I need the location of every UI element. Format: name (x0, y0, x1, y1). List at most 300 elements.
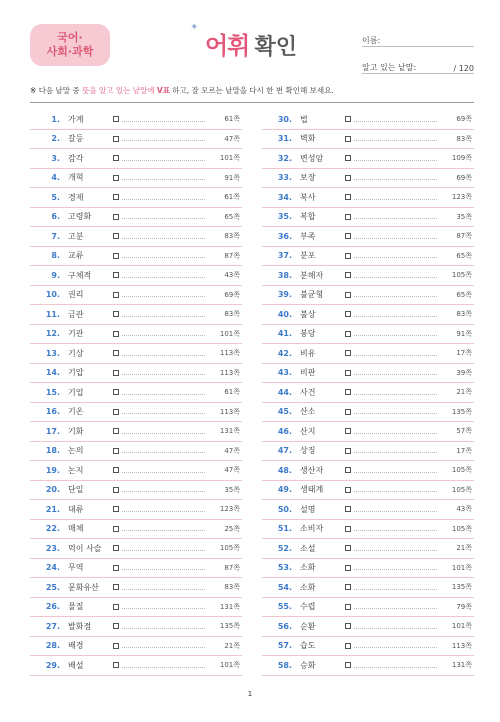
item-word: 승화 (300, 660, 316, 670)
check-box[interactable] (345, 389, 351, 395)
item-word: 논의 (68, 446, 84, 456)
dotted-leader (122, 667, 205, 668)
item-number: 25. (45, 582, 60, 592)
word-column-left (30, 110, 242, 676)
item-word: 배설 (68, 660, 84, 670)
check-box[interactable] (345, 155, 351, 161)
dotted-leader (122, 569, 205, 570)
check-box[interactable] (345, 214, 351, 220)
dotted-leader (122, 589, 205, 590)
item-number: 58. (277, 660, 292, 670)
word-row (30, 286, 242, 306)
dotted-leader (122, 394, 205, 395)
dotted-leader (122, 179, 205, 180)
word-row (262, 149, 474, 169)
item-number: 21. (45, 504, 60, 514)
dotted-leader (122, 199, 205, 200)
item-number: 24. (45, 563, 60, 573)
dotted-leader (122, 218, 205, 219)
check-box[interactable] (345, 370, 351, 376)
item-number: 29. (45, 660, 60, 670)
word-row (262, 325, 474, 345)
check-box[interactable] (113, 175, 119, 181)
check-box[interactable] (113, 623, 119, 629)
dotted-leader (354, 277, 437, 278)
word-row (262, 461, 474, 481)
dotted-leader (122, 413, 205, 414)
check-box[interactable] (345, 467, 351, 473)
item-word: 고분 (68, 231, 84, 241)
item-word: 고령화 (68, 212, 92, 222)
item-page: 21쪽 (456, 388, 472, 397)
dotted-leader (354, 257, 437, 258)
check-box[interactable] (345, 487, 351, 493)
item-word: 보장 (300, 173, 316, 183)
item-page: 65쪽 (456, 251, 472, 260)
item-page: 21쪽 (224, 641, 240, 650)
item-number: 51. (277, 524, 292, 534)
check-box[interactable] (113, 662, 119, 668)
item-number: 42. (277, 348, 292, 358)
check-box[interactable] (113, 409, 119, 415)
item-word: 발화점 (68, 621, 92, 631)
word-row (30, 481, 242, 501)
item-word: 경제 (68, 192, 84, 202)
check-box[interactable] (113, 233, 119, 239)
dotted-leader (354, 472, 437, 473)
title-part-1: 어휘 (205, 32, 250, 60)
item-page: 101쪽 (451, 563, 472, 572)
item-page: 83쪽 (224, 232, 240, 241)
item-word: 부족 (300, 231, 316, 241)
dotted-leader (122, 647, 205, 648)
item-word: 먹이 사슬 (68, 543, 102, 553)
item-page: 135쪽 (219, 622, 240, 631)
top-divider (30, 102, 474, 103)
item-page: 91쪽 (456, 329, 472, 338)
check-box[interactable] (113, 584, 119, 590)
item-page: 131쪽 (451, 661, 472, 670)
item-page: 131쪽 (219, 602, 240, 611)
dotted-leader (122, 121, 205, 122)
instruction (30, 85, 334, 96)
item-page: 113쪽 (451, 641, 472, 650)
dotted-leader (354, 374, 437, 375)
item-page: 39쪽 (456, 368, 472, 377)
item-page: 87쪽 (224, 251, 240, 260)
check-box[interactable] (345, 350, 351, 356)
item-page: 79쪽 (456, 602, 472, 611)
dotted-leader (354, 355, 437, 356)
item-number: 38. (277, 270, 292, 280)
dotted-leader (354, 238, 437, 239)
item-number: 30. (277, 114, 292, 124)
item-word: 소비자 (300, 524, 324, 534)
item-number: 43. (277, 368, 292, 378)
item-word: 논지 (68, 465, 84, 475)
dotted-leader (122, 511, 205, 512)
word-row (262, 344, 474, 364)
dotted-leader (354, 433, 437, 434)
item-number: 46. (277, 426, 292, 436)
page-number: 1 (247, 690, 253, 698)
dotted-leader (122, 433, 205, 434)
dotted-leader (354, 530, 437, 531)
word-row (262, 247, 474, 267)
check-box[interactable] (345, 565, 351, 571)
word-row (30, 364, 242, 384)
dotted-leader (122, 140, 205, 141)
dotted-leader (354, 316, 437, 317)
check-box[interactable] (345, 292, 351, 298)
item-page: 87쪽 (456, 232, 472, 241)
item-page: 135쪽 (451, 407, 472, 416)
item-word: 산소 (300, 407, 316, 417)
item-word: 물질 (68, 602, 84, 612)
word-row (262, 656, 474, 676)
dotted-leader (122, 374, 205, 375)
item-number: 34. (277, 192, 292, 202)
check-box[interactable] (345, 623, 351, 629)
dotted-leader (122, 491, 205, 492)
item-word: 문화유산 (68, 582, 99, 592)
note-symbol: ※ (30, 86, 37, 95)
item-number: 47. (277, 446, 292, 456)
word-row (30, 598, 242, 618)
item-page: 69쪽 (224, 290, 240, 299)
item-page: 101쪽 (219, 154, 240, 163)
item-number: 39. (277, 290, 292, 300)
item-number: 32. (277, 153, 292, 163)
word-row (262, 422, 474, 442)
dotted-leader (354, 647, 437, 648)
dotted-leader (122, 257, 205, 258)
word-row (262, 188, 474, 208)
dotted-leader (354, 589, 437, 590)
item-page: 123쪽 (219, 505, 240, 514)
dotted-leader (354, 569, 437, 570)
item-number: 35. (277, 212, 292, 222)
item-number: 7. (51, 231, 60, 241)
word-column-right (262, 110, 474, 676)
check-box[interactable] (345, 506, 351, 512)
word-row (262, 130, 474, 150)
item-page: 43쪽 (456, 505, 472, 514)
item-number: 57. (277, 641, 292, 651)
dotted-leader (122, 452, 205, 453)
item-word: 갈등 (68, 134, 84, 144)
check-box[interactable] (345, 253, 351, 259)
item-word: 사건 (300, 387, 316, 397)
item-number: 2. (51, 134, 60, 144)
item-word: 불균형 (300, 290, 324, 300)
item-word: 기상 (68, 348, 84, 358)
dotted-leader (122, 160, 205, 161)
item-number: 23. (45, 543, 60, 553)
check-box[interactable] (113, 643, 119, 649)
word-row (262, 617, 474, 637)
item-word: 벽화 (300, 134, 316, 144)
item-number: 12. (45, 329, 60, 339)
item-number: 28. (45, 641, 60, 651)
item-page: 25쪽 (224, 524, 240, 533)
check-box[interactable] (113, 545, 119, 551)
check-box[interactable] (113, 253, 119, 259)
word-row (262, 364, 474, 384)
dotted-leader (122, 550, 205, 551)
item-page: 65쪽 (456, 290, 472, 299)
item-word: 법 (300, 114, 308, 124)
known-label: 알고 있는 낱말: (362, 63, 417, 72)
item-word: 생산자 (300, 465, 324, 475)
item-page: 101쪽 (219, 329, 240, 338)
item-page: 105쪽 (451, 271, 472, 280)
check-box[interactable] (113, 565, 119, 571)
item-page: 69쪽 (456, 115, 472, 124)
item-number: 55. (277, 602, 292, 612)
item-page: 113쪽 (219, 368, 240, 377)
item-word: 분포 (300, 251, 316, 261)
check-box[interactable] (113, 194, 119, 200)
item-word: 매체 (68, 524, 84, 534)
check-box[interactable] (345, 194, 351, 200)
word-row (262, 286, 474, 306)
dotted-leader (122, 238, 205, 239)
word-row (262, 598, 474, 618)
item-number: 15. (45, 387, 60, 397)
item-page: 83쪽 (456, 310, 472, 319)
item-word: 대류 (68, 504, 84, 514)
item-page: 123쪽 (451, 193, 472, 202)
check-box[interactable] (113, 116, 119, 122)
check-box[interactable] (113, 506, 119, 512)
item-page: 69쪽 (456, 173, 472, 182)
item-word: 가계 (68, 114, 84, 124)
dotted-leader (354, 199, 437, 200)
check-box[interactable] (345, 428, 351, 434)
check-box[interactable] (345, 136, 351, 142)
item-number: 33. (277, 173, 292, 183)
dotted-leader (354, 628, 437, 629)
word-row (30, 247, 242, 267)
word-row (30, 656, 242, 676)
check-box[interactable] (113, 526, 119, 532)
dotted-leader (354, 452, 437, 453)
item-number: 13. (45, 348, 60, 358)
item-page: 113쪽 (219, 349, 240, 358)
word-row (30, 637, 242, 657)
word-row (30, 188, 242, 208)
check-box[interactable] (113, 389, 119, 395)
dotted-leader (354, 160, 437, 161)
item-page: 83쪽 (224, 310, 240, 319)
item-number: 1. (51, 114, 60, 124)
check-box[interactable] (345, 584, 351, 590)
name-label: 이름: (362, 36, 381, 45)
item-word: 생태계 (300, 485, 324, 495)
check-box[interactable] (113, 350, 119, 356)
check-box[interactable] (345, 311, 351, 317)
word-row (30, 461, 242, 481)
check-box[interactable] (113, 272, 119, 278)
instruction-post: 하고, 잘 모르는 낱말을 다시 한 번 확인해 보세요. (169, 86, 334, 95)
item-word: 수렵 (300, 602, 316, 612)
check-box[interactable] (113, 214, 119, 220)
check-box[interactable] (113, 311, 119, 317)
check-box[interactable] (113, 155, 119, 161)
check-box[interactable] (345, 662, 351, 668)
word-row (262, 481, 474, 501)
item-word: 금관 (68, 309, 84, 319)
item-page: 105쪽 (451, 524, 472, 533)
word-row (30, 266, 242, 286)
check-box[interactable] (113, 428, 119, 434)
student-info (362, 28, 474, 74)
check-box[interactable] (113, 487, 119, 493)
dotted-leader (122, 608, 205, 609)
item-number: 49. (277, 485, 292, 495)
word-row (262, 637, 474, 657)
subject-line-2: 사회·과학 (46, 45, 94, 58)
check-box[interactable] (113, 604, 119, 610)
item-number: 40. (277, 309, 292, 319)
check-box[interactable] (113, 448, 119, 454)
word-row (30, 130, 242, 150)
item-number: 48. (277, 465, 292, 475)
item-word: 기압 (68, 368, 84, 378)
check-box[interactable] (345, 233, 351, 239)
item-number: 26. (45, 602, 60, 612)
word-row (30, 149, 242, 169)
known-count-row (362, 55, 474, 74)
item-word: 구체적 (68, 270, 92, 280)
item-page: 83쪽 (224, 583, 240, 592)
known-total: / 120 (453, 64, 474, 73)
item-word: 교류 (68, 251, 84, 261)
item-number: 10. (45, 290, 60, 300)
item-word: 감각 (68, 153, 84, 163)
item-page: 57쪽 (456, 427, 472, 436)
word-row (30, 500, 242, 520)
item-word: 소화 (300, 582, 316, 592)
item-page: 105쪽 (219, 544, 240, 553)
item-number: 16. (45, 407, 60, 417)
dotted-leader (354, 394, 437, 395)
check-box[interactable] (113, 467, 119, 473)
word-row (30, 227, 242, 247)
check-box[interactable] (345, 175, 351, 181)
word-row (262, 500, 474, 520)
check-box[interactable] (113, 292, 119, 298)
instruction-mark: V표 (156, 86, 170, 95)
item-page: 87쪽 (224, 563, 240, 572)
check-box[interactable] (113, 370, 119, 376)
word-row (30, 208, 242, 228)
item-number: 18. (45, 446, 60, 456)
item-number: 14. (45, 368, 60, 378)
item-page: 35쪽 (224, 485, 240, 494)
item-page: 47쪽 (224, 446, 240, 455)
word-row (30, 617, 242, 637)
word-row (262, 539, 474, 559)
item-page: 113쪽 (219, 407, 240, 416)
item-number: 36. (277, 231, 292, 241)
item-word: 기온 (68, 407, 84, 417)
item-number: 44. (277, 387, 292, 397)
check-box[interactable] (113, 331, 119, 337)
dotted-leader (354, 667, 437, 668)
item-page: 83쪽 (456, 134, 472, 143)
item-word: 기업 (68, 387, 84, 397)
check-box[interactable] (345, 604, 351, 610)
dotted-leader (122, 277, 205, 278)
item-page: 61쪽 (224, 193, 240, 202)
check-box[interactable] (345, 409, 351, 415)
item-word: 복사 (300, 192, 316, 202)
dotted-leader (122, 355, 205, 356)
item-page: 17쪽 (456, 446, 472, 455)
item-number: 4. (51, 173, 60, 183)
word-row (262, 266, 474, 286)
word-row (30, 442, 242, 462)
check-box[interactable] (345, 116, 351, 122)
check-box[interactable] (345, 526, 351, 532)
word-row (262, 227, 474, 247)
check-box[interactable] (345, 331, 351, 337)
item-page: 61쪽 (224, 115, 240, 124)
item-page: 101쪽 (451, 622, 472, 631)
check-box[interactable] (345, 643, 351, 649)
item-page: 105쪽 (451, 466, 472, 475)
item-page: 35쪽 (456, 212, 472, 221)
dotted-leader (122, 472, 205, 473)
dotted-leader (354, 608, 437, 609)
dotted-leader (122, 530, 205, 531)
item-page: 47쪽 (224, 134, 240, 143)
item-word: 권리 (68, 290, 84, 300)
word-row (30, 169, 242, 189)
word-row (30, 520, 242, 540)
item-word: 개혁 (68, 173, 84, 183)
check-box[interactable] (345, 448, 351, 454)
item-word: 배경 (68, 641, 84, 651)
item-word: 설명 (300, 504, 316, 514)
item-word: 비판 (300, 368, 316, 378)
word-row (30, 578, 242, 598)
item-number: 27. (45, 621, 60, 631)
check-box[interactable] (345, 545, 351, 551)
check-box[interactable] (345, 272, 351, 278)
page-title (186, 22, 316, 66)
sparkle-icon: ✦ (190, 22, 199, 33)
dotted-leader (354, 218, 437, 219)
word-row (262, 383, 474, 403)
word-row (262, 169, 474, 189)
item-number: 50. (277, 504, 292, 514)
item-word: 비유 (300, 348, 316, 358)
check-box[interactable] (113, 136, 119, 142)
item-page: 43쪽 (224, 271, 240, 280)
item-page: 131쪽 (219, 427, 240, 436)
item-number: 53. (277, 563, 292, 573)
item-number: 5. (51, 192, 60, 202)
dotted-leader (354, 140, 437, 141)
item-number: 31. (277, 134, 292, 144)
item-number: 37. (277, 251, 292, 261)
item-word: 복합 (300, 212, 316, 222)
dotted-leader (122, 316, 205, 317)
item-number: 3. (51, 153, 60, 163)
